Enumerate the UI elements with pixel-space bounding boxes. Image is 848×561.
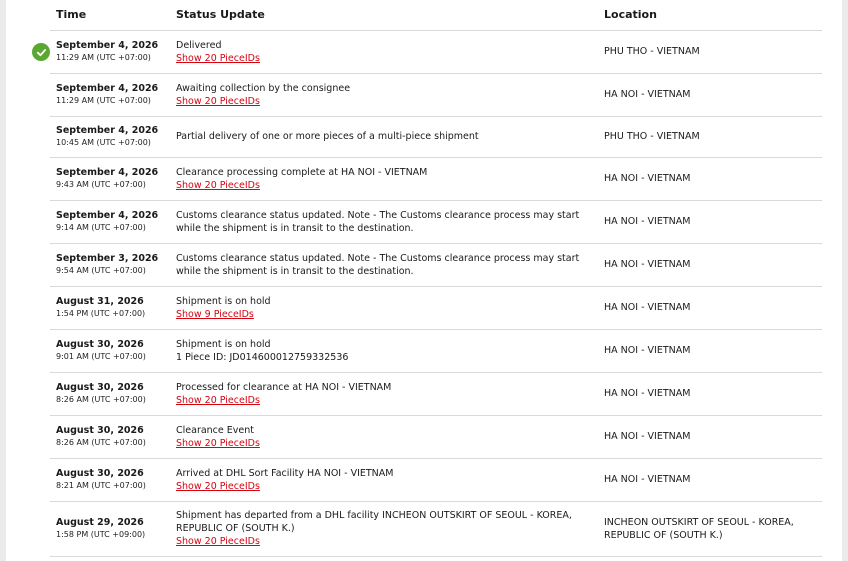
event-status-text: Arrived at DHL Sort Facility HA NOI - VIETNAM [176, 468, 394, 479]
event-row [6, 458, 842, 501]
show-pieceids-link[interactable]: Show 9 PieceIDs [176, 309, 254, 320]
show-pieceids-link[interactable]: Show 20 PieceIDs [176, 53, 260, 64]
event-clock: 9:54 AM (UTC +07:00) [56, 266, 146, 275]
piece-id-detail: 1 Piece ID: JD014600012759332536 [176, 352, 349, 363]
event-status-text: Awaiting collection by the consignee [176, 83, 351, 94]
event-status-text: Shipment has departed from a DHL facility INCHEON OUTSKIRT OF SEOUL - KOREA, REPUBLIC OF (SOUTH K.) [176, 510, 572, 534]
event-location: HA NOI - VIETNAM [604, 431, 691, 442]
event-status [176, 39, 596, 65]
event-date: September 4, 2026 [56, 210, 159, 221]
event-location: HA NOI - VIETNAM [604, 259, 691, 270]
event-clock: 8:21 AM (UTC +07:00) [56, 481, 146, 490]
event-time [56, 468, 171, 491]
event-location: HA NOI - VIETNAM [604, 216, 691, 227]
event-date: September 4, 2026 [56, 40, 159, 51]
event-time [56, 296, 171, 319]
event-location: INCHEON OUTSKIRT OF SEOUL - KOREA, REPUBLIC OF (SOUTH K.) [604, 517, 794, 541]
show-pieceids-link[interactable]: Show 20 PieceIDs [176, 395, 260, 406]
event-status [176, 381, 596, 407]
event-status-text: Clearance processing complete at HA NOI - VIETNAM [176, 167, 428, 178]
event-status [176, 130, 596, 143]
row-divider [50, 556, 822, 557]
event-status-text: Shipment is on hold [176, 339, 271, 350]
event-status [176, 209, 596, 235]
event-time [56, 40, 171, 63]
event-clock: 9:14 AM (UTC +07:00) [56, 223, 146, 232]
event-status-text: Clearance Event [176, 425, 254, 436]
event-clock: 9:01 AM (UTC +07:00) [56, 352, 146, 361]
event-clock: 11:29 AM (UTC +07:00) [56, 96, 151, 105]
event-row [6, 157, 842, 200]
event-status [176, 509, 596, 548]
event-status-text: Processed for clearance at HA NOI - VIETNAM [176, 382, 392, 393]
show-pieceids-link[interactable]: Show 20 PieceIDs [176, 438, 260, 449]
event-clock: 1:54 PM (UTC +07:00) [56, 309, 146, 318]
show-pieceids-link[interactable]: Show 20 PieceIDs [176, 536, 260, 547]
event-location: HA NOI - VIETNAM [604, 173, 691, 184]
event-status [176, 295, 596, 321]
event-row [6, 73, 842, 116]
event-clock: 10:45 AM (UTC +07:00) [56, 138, 151, 147]
event-time [56, 83, 171, 106]
event-row [6, 372, 842, 415]
event-date: August 29, 2026 [56, 517, 144, 528]
event-time [56, 253, 171, 276]
event-date: August 30, 2026 [56, 468, 144, 479]
event-row [6, 286, 842, 329]
event-location: HA NOI - VIETNAM [604, 474, 691, 485]
event-clock: 1:58 PM (UTC +09:00) [56, 530, 146, 539]
event-time [56, 125, 171, 148]
event-time [56, 167, 171, 190]
event-row [6, 501, 842, 556]
table-header [6, 0, 842, 30]
event-row [6, 243, 842, 286]
delivered-check-icon [32, 43, 50, 61]
show-pieceids-link[interactable]: Show 20 PieceIDs [176, 96, 260, 107]
column-header-status: Status Update [176, 8, 265, 21]
event-status-text: Shipment is on hold [176, 296, 271, 307]
event-row [6, 200, 842, 243]
event-location: PHU THO - VIETNAM [604, 131, 700, 142]
event-status-text: Customs clearance status updated. Note - The Customs clearance process may start while the shipment is in transit to the destination. [176, 253, 580, 277]
event-row [6, 116, 842, 157]
event-location: HA NOI - VIETNAM [604, 89, 691, 100]
show-pieceids-link[interactable]: Show 20 PieceIDs [176, 481, 260, 492]
event-row [6, 30, 842, 73]
shipment-history-panel [6, 0, 842, 561]
event-date: August 30, 2026 [56, 425, 144, 436]
event-date: September 4, 2026 [56, 125, 159, 136]
event-status [176, 338, 596, 364]
event-status [176, 424, 596, 450]
event-date: August 31, 2026 [56, 296, 144, 307]
event-row [6, 329, 842, 372]
event-status [176, 252, 596, 278]
event-status-text: Partial delivery of one or more pieces of a multi-piece shipment [176, 131, 479, 142]
event-status-text: Customs clearance status updated. Note - The Customs clearance process may start while the shipment is in transit to the destination. [176, 210, 580, 234]
event-location: HA NOI - VIETNAM [604, 302, 691, 313]
event-clock: 8:26 AM (UTC +07:00) [56, 438, 146, 447]
event-time [56, 339, 171, 362]
column-header-location: Location [604, 8, 657, 21]
event-date: August 30, 2026 [56, 339, 144, 350]
column-header-time: Time [56, 8, 87, 21]
show-pieceids-link[interactable]: Show 20 PieceIDs [176, 180, 260, 191]
event-time [56, 210, 171, 233]
event-status-text: Delivered [176, 40, 222, 51]
event-clock: 11:29 AM (UTC +07:00) [56, 53, 151, 62]
event-row [6, 415, 842, 458]
event-date: September 4, 2026 [56, 83, 159, 94]
event-date: September 3, 2026 [56, 253, 159, 264]
event-date: August 30, 2026 [56, 382, 144, 393]
event-time [56, 425, 171, 448]
event-location: PHU THO - VIETNAM [604, 46, 700, 57]
event-status [176, 82, 596, 108]
event-time [56, 382, 171, 405]
event-clock: 9:43 AM (UTC +07:00) [56, 180, 146, 189]
event-location: HA NOI - VIETNAM [604, 345, 691, 356]
event-status [176, 166, 596, 192]
event-status [176, 467, 596, 493]
event-clock: 8:26 AM (UTC +07:00) [56, 395, 146, 404]
event-time [56, 517, 171, 540]
event-location: HA NOI - VIETNAM [604, 388, 691, 399]
event-date: September 4, 2026 [56, 167, 159, 178]
